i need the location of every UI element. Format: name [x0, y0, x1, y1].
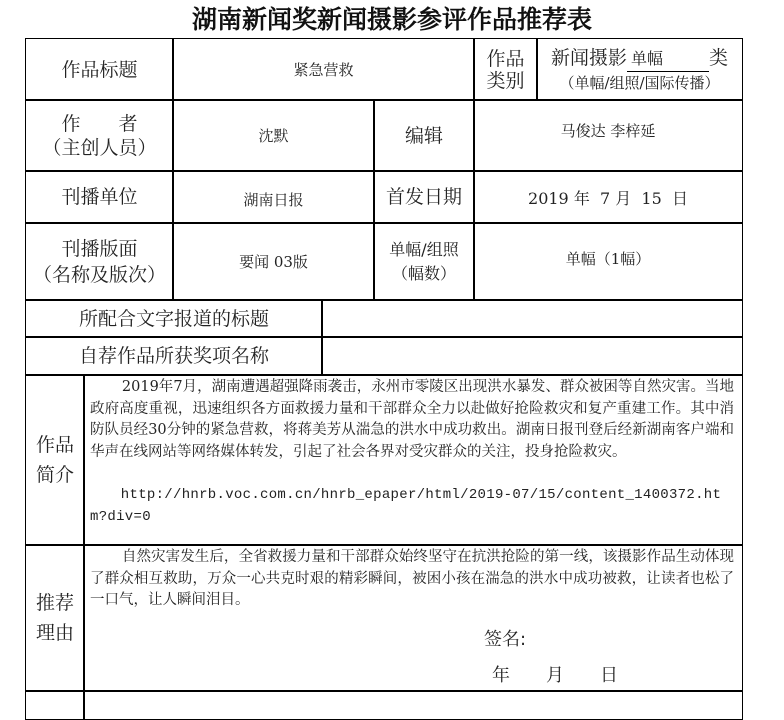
publisher-value-text: 湖南日报	[243, 190, 304, 209]
edition-value[interactable]	[172, 222, 375, 301]
reason-text: 自然灾害发生后，全省救援力量和干部群众始终坚守在抗洪抢险的第一线，该摄影作品生动体现了群众相互救助，万众一心共克时艰的精彩瞬间，被困小孩在湍急的洪水中成功被救，让读者也松了一口气，让人瞬间泪目。	[90, 549, 734, 608]
photo-count-label	[373, 222, 475, 301]
first-date-value[interactable]	[473, 170, 743, 224]
intro-label	[25, 374, 85, 546]
intro-content[interactable]	[83, 374, 743, 546]
edition-label	[25, 222, 174, 301]
editor-value[interactable]	[473, 99, 743, 172]
reason-label-line1: 推荐	[35, 592, 74, 614]
author-label-line2: （主创人员）	[42, 136, 157, 159]
category-prefix: 新闻摄影	[550, 46, 627, 69]
category-options: （单幅/组照/国际传播）	[559, 73, 720, 92]
editor-label-text: 编辑	[404, 124, 443, 147]
work-title-label-text: 作品标题	[61, 58, 138, 81]
edition-label-line1: 刊播版面	[61, 237, 138, 260]
awards-label	[25, 336, 323, 376]
work-title-value-text: 紧急营救	[293, 61, 354, 79]
edition-value-text: 要闻 03版	[239, 253, 308, 271]
category-label	[473, 38, 538, 101]
edition-label-line2: （名称及版次）	[32, 263, 166, 286]
intro-label-line1: 作品	[35, 434, 74, 456]
category-label-line1: 作品	[486, 47, 525, 70]
category-selected: 单幅	[627, 47, 709, 72]
publisher-value[interactable]	[172, 170, 375, 224]
author-label	[25, 99, 174, 172]
category-label-line2: 类别	[486, 69, 525, 92]
signature-label: 签名:	[484, 629, 527, 650]
related-report-title-label-text: 所配合文字报道的标题	[78, 307, 269, 330]
category-suffix: 类	[709, 46, 729, 69]
author-value[interactable]	[172, 99, 375, 172]
reason-label-line2: 理由	[35, 622, 74, 644]
awards-label-text: 自荐作品所获奖项名称	[78, 345, 269, 367]
editor-label	[373, 99, 475, 172]
author-value-text: 沈默	[258, 127, 289, 145]
first-date-value-text: 2019 年 7 月 15 日	[528, 188, 688, 208]
intro-label-line2: 简介	[35, 464, 74, 486]
work-title-value[interactable]	[172, 38, 475, 101]
first-date-label	[373, 170, 475, 224]
work-title-label	[25, 38, 174, 101]
publisher-label	[25, 170, 174, 224]
intro-text: 2019年7月，湖南遭遇超强降雨袭击，永州市零陵区出现洪水暴发、群众被困等自然灾害。当地政府高度重视，迅速组织各方面救援力量和干部群众全力以赴做好抢险救灾和复产重建工作。其中消防队员经30分钟的紧急营救，将蒋美芳从湍急的洪水中成功救出。湖南日报刊登后经新湖南客户端和华声在线网站等网络媒体转发，引起了社会各界对受灾群众的关注，投身抢险救灾。	[90, 379, 734, 460]
signature-date: 年 月 日	[492, 665, 618, 686]
next-row-label	[25, 690, 85, 720]
photo-count-label-line1: 单幅/组照	[389, 239, 459, 259]
photo-count-value[interactable]	[473, 222, 743, 301]
reason-content[interactable]	[83, 544, 743, 692]
editor-value-text: 马俊达 李梓延	[560, 122, 656, 140]
reason-label	[25, 544, 85, 692]
intro-url-line2[interactable]: m?div=0	[90, 509, 151, 525]
awards-value[interactable]	[321, 336, 743, 376]
intro-url-line1[interactable]: http://hnrb.voc.com.cn/hnrb_epaper/html/2019-07/15/content_1400372.ht	[120, 487, 722, 503]
photo-count-value-text: 单幅（1幅）	[565, 250, 651, 268]
publisher-label-text: 刊播单位	[61, 186, 138, 208]
first-date-label-text: 首发日期	[385, 186, 462, 208]
next-row-content	[83, 690, 743, 720]
author-label-line1: 作 者	[61, 112, 138, 135]
photo-count-label-line2: （幅数）	[391, 263, 456, 283]
form-title: 湖南新闻奖新闻摄影参评作品推荐表	[191, 5, 592, 34]
category-value[interactable]	[536, 38, 743, 101]
related-report-title-label	[25, 299, 323, 338]
related-report-title-value[interactable]	[321, 299, 743, 338]
